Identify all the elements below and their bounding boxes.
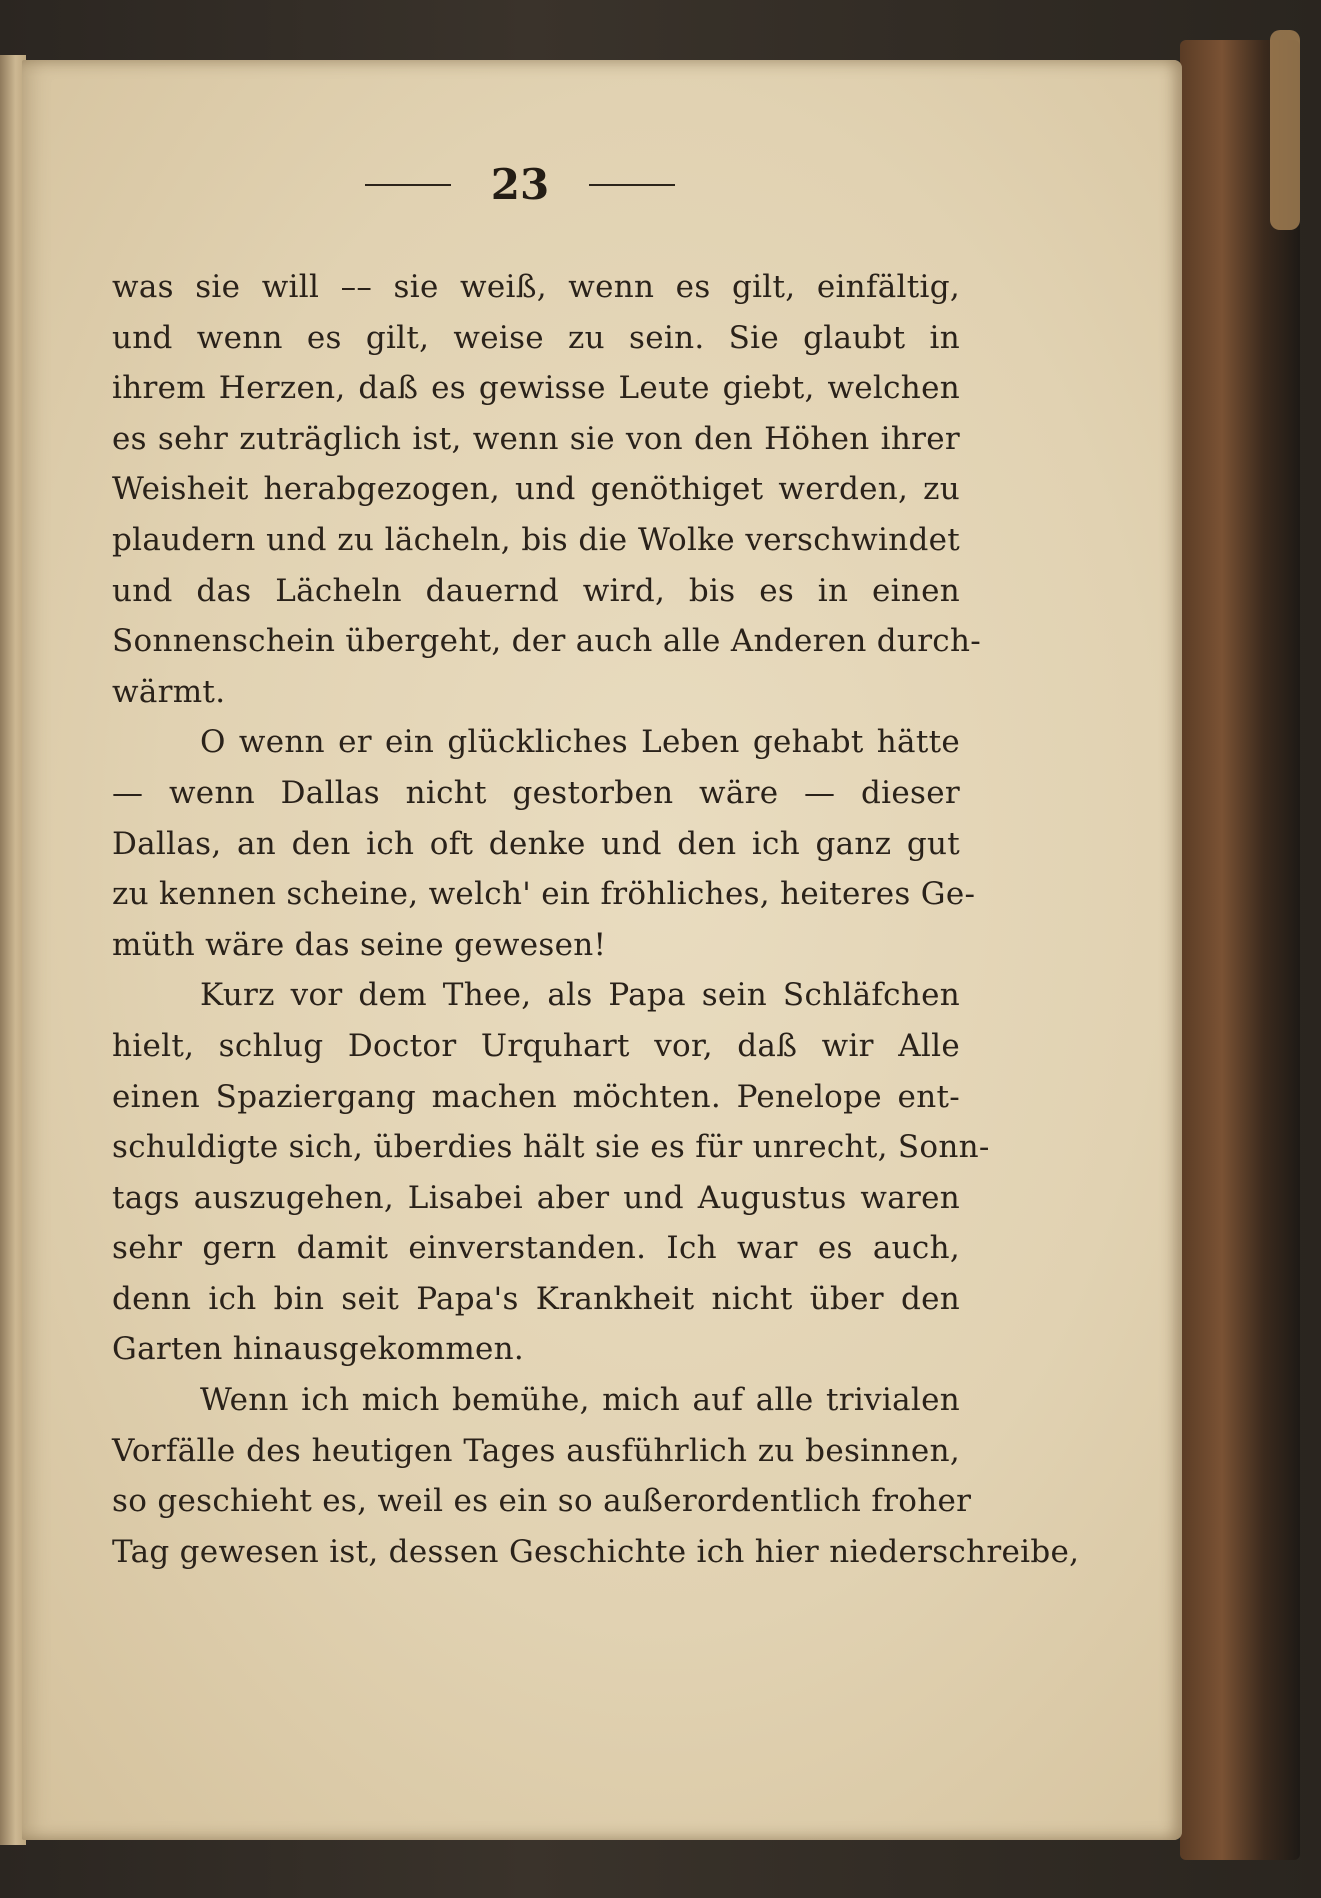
paragraph-first-line: Wenn ich mich bemühe, mich auf alle trivialen — [200, 1382, 960, 1419]
book-cover-edge — [1180, 40, 1300, 1860]
text-line: ihrem Herzen, daß es gewisse Leute giebt, welchen — [112, 370, 960, 407]
text-line: schuldigte sich, überdies hält sie es für unrecht, Sonn- — [112, 1129, 990, 1166]
text-line: tags auszugehen, Lisabei aber und Augustus waren — [112, 1179, 960, 1216]
text-line: Vorfälle des heutigen Tages ausführlich zu besinnen, — [112, 1432, 960, 1469]
text-line: — wenn Dallas nicht gestorben wäre — dieser — [112, 774, 960, 811]
text-line: hielt, schlug Doctor Urquhart vor, daß wir Alle — [112, 1027, 960, 1064]
text-line: plaudern und zu lächeln, bis die Wolke verschwindet — [112, 521, 960, 558]
paragraph-first-line: Kurz vor dem Thee, als Papa sein Schläfchen — [200, 977, 960, 1014]
text-line: was sie will –– sie weiß, wenn es gilt, einfältig, — [112, 269, 960, 305]
text-line: es sehr zuträglich ist, wenn sie von den Höhen ihrer — [112, 420, 960, 457]
text-line: sehr gern damit einverstanden. Ich war es auch, — [112, 1230, 960, 1267]
page-header — [355, 160, 685, 210]
text-line: und wenn es gilt, weise zu sein. Sie glaubt in — [112, 319, 960, 356]
page-number: 23 — [490, 160, 550, 209]
text-line: einen Spaziergang machen möchten. Penelope ent- — [112, 1078, 960, 1115]
paragraph-first-line: O wenn er ein glückliches Leben gehabt hätte — [200, 724, 960, 761]
text-line: Tag gewesen ist, dessen Geschichte ich hier niederschreibe, — [112, 1533, 1080, 1570]
text-line: zu kennen scheine, welch' ein fröhliches, heiteres Ge- — [112, 876, 976, 913]
text-line: Garten hinausgekommen. — [112, 1331, 525, 1368]
text-line: wärmt. — [112, 673, 226, 710]
text-line: so geschieht es, weil es ein so außerordentlich froher — [112, 1483, 972, 1520]
header-rule-right — [589, 184, 675, 186]
text-line: Weisheit herabgezogen, und genöthiget werden, zu — [112, 471, 960, 508]
text-line: und das Lächeln dauernd wird, bis es in einen — [112, 572, 960, 609]
text-line: denn ich bin seit Papa's Krankheit nicht über den — [112, 1280, 960, 1317]
text-line: Dallas, an den ich oft denke und den ich ganz gut — [112, 825, 960, 862]
text-line: müth wäre das seine gewesen! — [112, 926, 607, 963]
header-rule-left — [365, 184, 451, 186]
body-text — [112, 262, 1080, 1577]
text-line: Sonnenschein übergeht, der auch alle Anderen durch- — [112, 623, 982, 660]
cover-tape — [1270, 30, 1300, 230]
